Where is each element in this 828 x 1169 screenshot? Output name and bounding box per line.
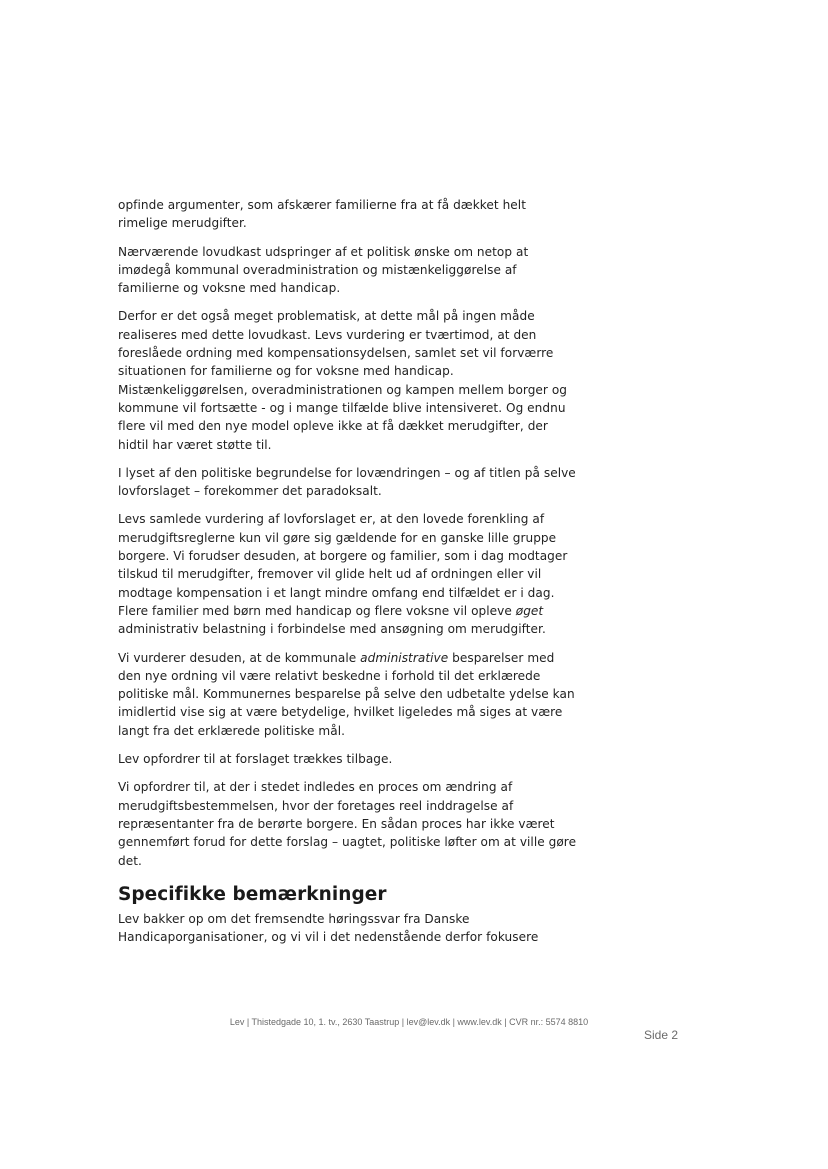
paragraph-1: opfinde argumenter, som afskærer familierne fra at få dækket helt rimelige merudgifter. bbox=[118, 198, 526, 231]
paragraph-7: Lev opfordrer til at forslaget trækkes tilbage. bbox=[118, 752, 393, 767]
section-heading: Specifikke bemærkninger bbox=[118, 883, 387, 905]
emphasis-administrative: administrative bbox=[360, 650, 449, 665]
paragraph-4: I lyset af den politiske begrundelse for lovændringen – og af titlen på selve lovforslaget – forekommer det paradoksalt. bbox=[118, 465, 576, 499]
body-text bbox=[118, 196, 578, 956]
footer-address: Lev | Thistedgade 10, 1. tv., 2630 Taastrup | lev@lev.dk | www.lev.dk | CVR nr.: 5574 8810 bbox=[229, 1017, 589, 1027]
paragraph-2: Nærværende lovudkast udspringer af et politisk ønske om netop at imødegå kommunal overadministration og mistænkeliggørelse af familierne og voksne med handicap. bbox=[118, 244, 529, 296]
page-number: Side 2 bbox=[644, 1028, 679, 1042]
paragraph-5: Levs samlede vurdering af lovforslaget er, at den lovede forenkling af merudgiftsreglerne kun vil gøre sig gældende for en ganske lille gruppe borgere. Vi forudser desuden, at borgere og familier, som i dag modtager tilskud til merudgifter, fremover vil glide helt ud af ordningen eller vil modtage kompensation i et langt mindre omfang end tilfældet er i dag. Flere familier med børn med handicap og flere voksne vil opleve øget administrativ belastning i forbindelse med ansøgning om merudgifter. bbox=[118, 512, 568, 637]
emphasis-oget: øget bbox=[515, 603, 544, 618]
paragraph-8: Vi opfordrer til, at der i stedet indledes en proces om ændring af merudgiftsbestemmelsen, hvor der foretages reel inddragelse af repræsentanter fra de berørte borgere. En sådan proces har ikke været gennemført forud for dette forslag – uagtet, politiske løfter om at ville gøre det. bbox=[118, 780, 577, 868]
paragraph-6: Vi vurderer desuden, at de kommunale administrative besparelser med den nye ordning vil være relativt beskedne i forhold til det erklærede politiske mål. Kommunernes besparelse på selve den udbetalte ydelse kan imidlertid vise sig at være betydelige, hvilket ligeledes må siges at være langt fra det erklærede politiske mål. bbox=[118, 650, 575, 738]
closing-paragraph: Lev bakker op om det fremsendte høringssvar fra Danske Handicaporganisationer, og vi vil i det nedenstående derfor fokusere bbox=[118, 911, 539, 945]
paragraph-3: Derfor er det også meget problematisk, at dette mål på ingen måde realiseres med dette lovudkast. Levs vurdering er tværtimod, at den foreslåede ordning med kompensationsydelsen, samlet set vil forværre situationen for familierne og for voksne med handicap. Mistænkeliggørelsen, overadministrationen og kampen mellem borger og kommune vil fortsætte - og i mange tilfælde blive intensiveret. Og endnu flere vil med den nye model opleve ikke at få dækket merudgifter, der hidtil har været støtte til. bbox=[118, 309, 568, 452]
